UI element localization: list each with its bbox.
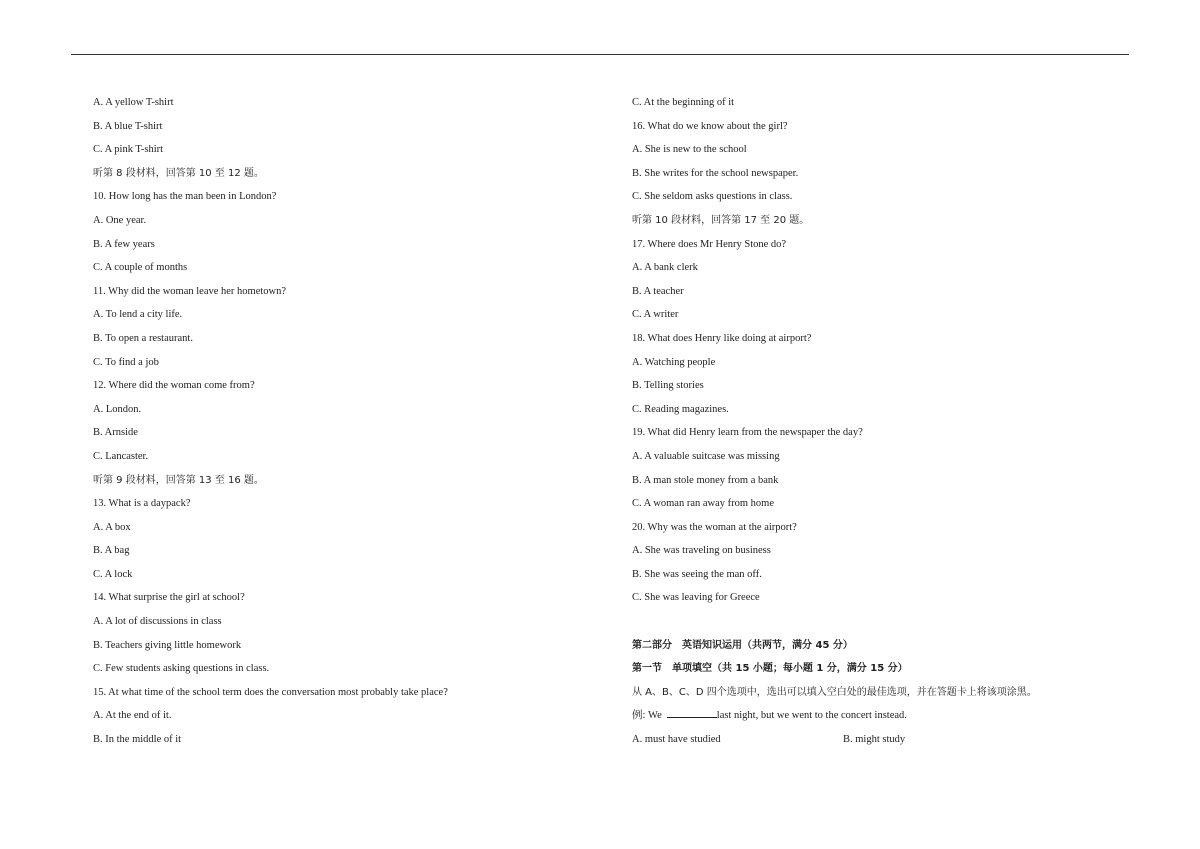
q12-option-a: A. London. <box>93 403 142 415</box>
q20-option-b: B. She was seeing the man off. <box>632 568 762 580</box>
q19-option-a: A. A valuable suitcase was missing <box>632 450 780 462</box>
material-8-instruction: 听第 8 段材料，回答第 10 至 12 题。 <box>93 167 264 179</box>
material-10-instruction: 听第 10 段材料，回答第 17 至 20 题。 <box>632 214 810 226</box>
example-blank <box>667 706 717 718</box>
material-9-instruction: 听第 9 段材料，回答第 13 至 16 题。 <box>93 474 264 486</box>
q13-option-b: B. A bag <box>93 545 130 557</box>
question-18: 18. What does Henry like doing at airport? <box>632 332 812 344</box>
q9-option-b: B. A blue T-shirt <box>93 120 163 132</box>
example-options <box>632 730 1152 754</box>
question-16: 16. What do we know about the girl? <box>632 120 788 132</box>
q19-option-c: C. A woman ran away from home <box>632 498 775 510</box>
q14-option-c: C. Few students asking questions in class. <box>93 663 270 675</box>
q11-option-b: B. To open a restaurant. <box>93 332 193 344</box>
q15-option-c: C. At the beginning of it <box>632 97 735 108</box>
question-14: 14. What surprise the girl at school? <box>93 592 245 604</box>
q16-option-a: A. She is new to the school <box>632 144 747 156</box>
part-two-heading: 第二部分 英语知识运用（共两节，满分 45 分） <box>632 639 853 651</box>
q19-option-b: B. A man stole money from a bank <box>632 474 779 486</box>
section-gap <box>632 612 1152 636</box>
q9-option-a: A. A yellow T-shirt <box>93 97 174 108</box>
q9-option-c: C. A pink T-shirt <box>93 144 164 156</box>
example-suffix: last night, but we went to the concert instead. <box>716 710 907 722</box>
right-column <box>632 93 1152 754</box>
top-rule <box>71 54 1129 55</box>
q18-option-a: A. Watching people <box>632 356 716 368</box>
q14-option-a: A. A lot of discussions in class <box>93 616 222 628</box>
q18-option-c: C. Reading magazines. <box>632 403 729 415</box>
question-15: 15. At what time of the school term does the conversation most probably take place? <box>93 686 448 698</box>
q10-option-b: B. A few years <box>93 238 155 250</box>
q15-option-b: B. In the middle of it <box>93 734 182 746</box>
q11-option-a: A. To lend a city life. <box>93 309 183 321</box>
example-prefix: 例: We <box>632 710 662 722</box>
q12-option-b: B. Arnside <box>93 427 138 439</box>
left-column <box>93 93 613 754</box>
q18-option-b: B. Telling stories <box>632 380 704 392</box>
q11-option-c: C. To find a job <box>93 356 159 368</box>
q10-option-c: C. A couple of months <box>93 262 188 274</box>
question-12: 12. Where did the woman come from? <box>93 380 255 392</box>
question-20: 20. Why was the woman at the airport? <box>632 521 797 533</box>
q14-option-b: B. Teachers giving little homework <box>93 639 242 651</box>
q17-option-a: A. A bank clerk <box>632 262 698 274</box>
q13-option-c: C. A lock <box>93 568 133 580</box>
example-option-a: A. must have studied <box>632 734 721 746</box>
section-instruction: 从 A、B、C、D 四个选项中，选出可以填入空白处的最佳选项，并在答题卡上将该项涂黑。 <box>632 686 1037 698</box>
q13-option-a: A. A box <box>93 521 131 533</box>
question-17: 17. Where does Mr Henry Stone do? <box>632 238 787 250</box>
section-one-heading: 第一节 单项填空（共 15 小题；每小题 1 分，满分 15 分） <box>632 663 908 675</box>
q10-option-a: A. One year. <box>93 214 147 226</box>
question-11: 11. Why did the woman leave her hometown? <box>93 285 287 297</box>
q16-option-b: B. She writes for the school newspaper. <box>632 167 799 179</box>
q17-option-b: B. A teacher <box>632 285 684 297</box>
q15-option-a: A. At the end of it. <box>93 710 172 722</box>
example-option-b: B. might study <box>843 734 906 746</box>
q20-option-c: C. She was leaving for Greece <box>632 592 760 604</box>
q20-option-a: A. She was traveling on business <box>632 545 771 557</box>
question-13: 13. What is a daypack? <box>93 498 191 510</box>
q17-option-c: C. A writer <box>632 309 679 321</box>
example-sentence <box>632 706 1152 730</box>
q12-option-c: C. Lancaster. <box>93 450 149 462</box>
question-10: 10. How long has the man been in London? <box>93 191 277 203</box>
q16-option-c: C. She seldom asks questions in class. <box>632 191 793 203</box>
question-19: 19. What did Henry learn from the newspaper the day? <box>632 427 863 439</box>
